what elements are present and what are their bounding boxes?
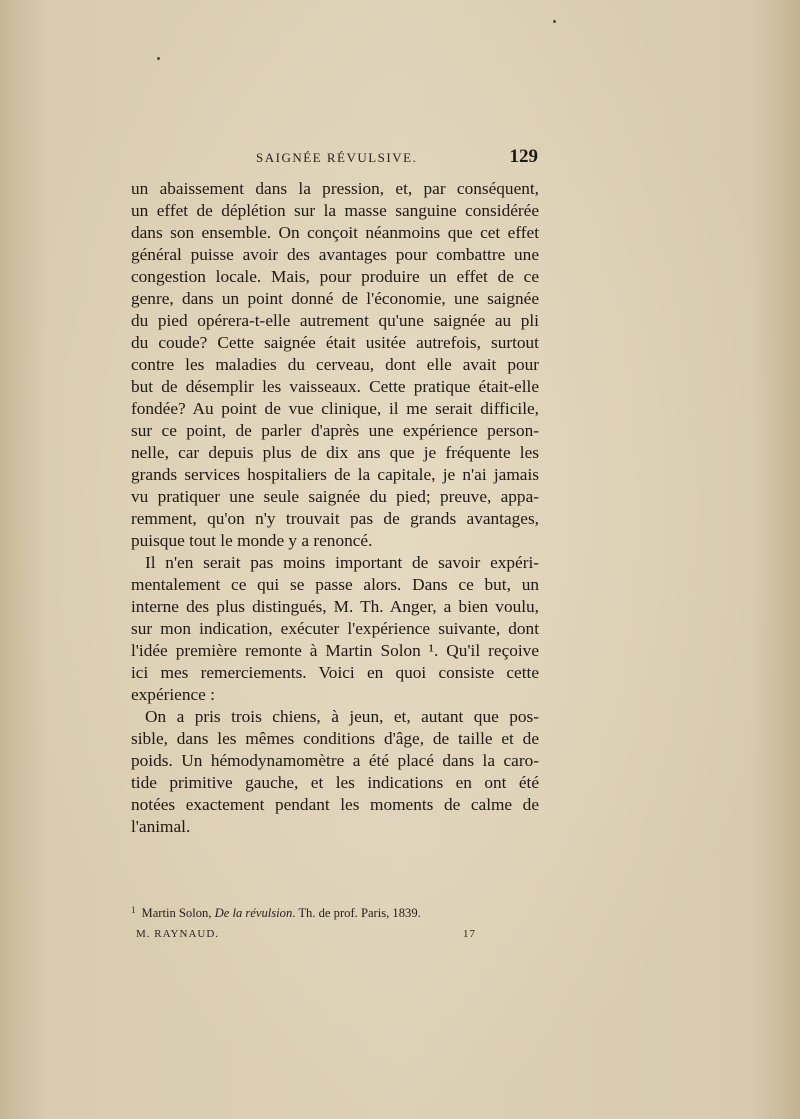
text-line: mentalement ce qui se passe alors. Dans ce but, un — [131, 575, 539, 594]
text-line: but de désemplir les vaisseaux. Cette pratique était-elle — [131, 377, 539, 396]
text-line: ici mes remerciements. Voici en quoi consiste cette — [131, 663, 539, 682]
signature-number: 17 — [463, 928, 476, 940]
ink-speck — [553, 20, 556, 23]
text-line: sur mon indication, exécuter l'expérience suivante, dont — [131, 619, 539, 638]
text-line: interne des plus distingués, M. Th. Anger, a bien voulu, — [131, 597, 539, 616]
signature-line — [136, 928, 476, 946]
text-line: contre les maladies du cerveau, dont elle avait pour — [131, 355, 539, 374]
footnote-text-before: Martin Solon, — [141, 906, 215, 920]
ink-speck — [157, 57, 160, 60]
text-line: sur ce point, de parler d'après une expérience person- — [131, 421, 539, 440]
text-line: Il n'en serait pas moins important de savoir expéri- — [145, 553, 539, 572]
text-line: genre, dans un point donné de l'économie, une saignée — [131, 289, 539, 308]
page-number: 129 — [509, 146, 538, 167]
text-line: vu pratiquer une seule saignée du pied; preuve, appa- — [131, 487, 539, 506]
text-line: fondée? Au point de vue clinique, il me serait difficile, — [131, 399, 539, 418]
text-line: puisque tout le monde y a renoncé. — [131, 531, 373, 550]
body-text — [131, 178, 539, 838]
text-line: un abaissement dans la pression, et, par conséquent, — [131, 179, 539, 198]
text-line: notées exactement pendant les moments de calme de — [131, 795, 539, 814]
footnote-marker: 1 — [131, 905, 136, 915]
running-head — [130, 146, 540, 170]
footnote-text-after: . Th. de prof. Paris, 1839. — [292, 906, 421, 920]
text-line: du pied opérera-t-elle autrement qu'une saignée au pli — [131, 311, 539, 330]
text-line: congestion locale. Mais, pour produire un effet de ce — [131, 267, 539, 286]
text-line: remment, qu'on n'y trouvait pas de grands avantages, — [131, 509, 539, 528]
text-line: expérience : — [131, 685, 215, 704]
text-line: un effet de déplétion sur la masse sanguine considérée — [131, 201, 539, 220]
text-line: l'animal. — [131, 817, 191, 836]
text-line: tide primitive gauche, et les indications en ont été — [131, 773, 539, 792]
text-line: l'idée première remonte à Martin Solon ¹. Qu'il reçoive — [131, 641, 539, 660]
text-line: nelle, car depuis plus de dix ans que je fréquente les — [131, 443, 539, 462]
text-line: du coude? Cette saignée était usitée autrefois, surtout — [131, 333, 539, 352]
text-line: général puisse avoir des avantages pour combattre une — [131, 245, 539, 264]
signature-author: M. RAYNAUD. — [136, 928, 220, 940]
footnote — [131, 905, 551, 921]
text-line: On a pris trois chiens, à jeun, et, autant que pos- — [145, 707, 539, 726]
footnote-title: De la révulsion — [214, 906, 293, 920]
text-line: grands services hospitaliers de la capitale, je n'ai jamais — [131, 465, 539, 484]
text-line: dans son ensemble. On conçoit néanmoins que cet effet — [131, 223, 539, 242]
running-title: SAIGNÉE RÉVULSIVE. — [256, 150, 418, 165]
text-line: poids. Un hémodynamomètre a été placé dans la caro- — [131, 751, 539, 770]
text-line: sible, dans les mêmes conditions d'âge, de taille et de — [131, 729, 539, 748]
